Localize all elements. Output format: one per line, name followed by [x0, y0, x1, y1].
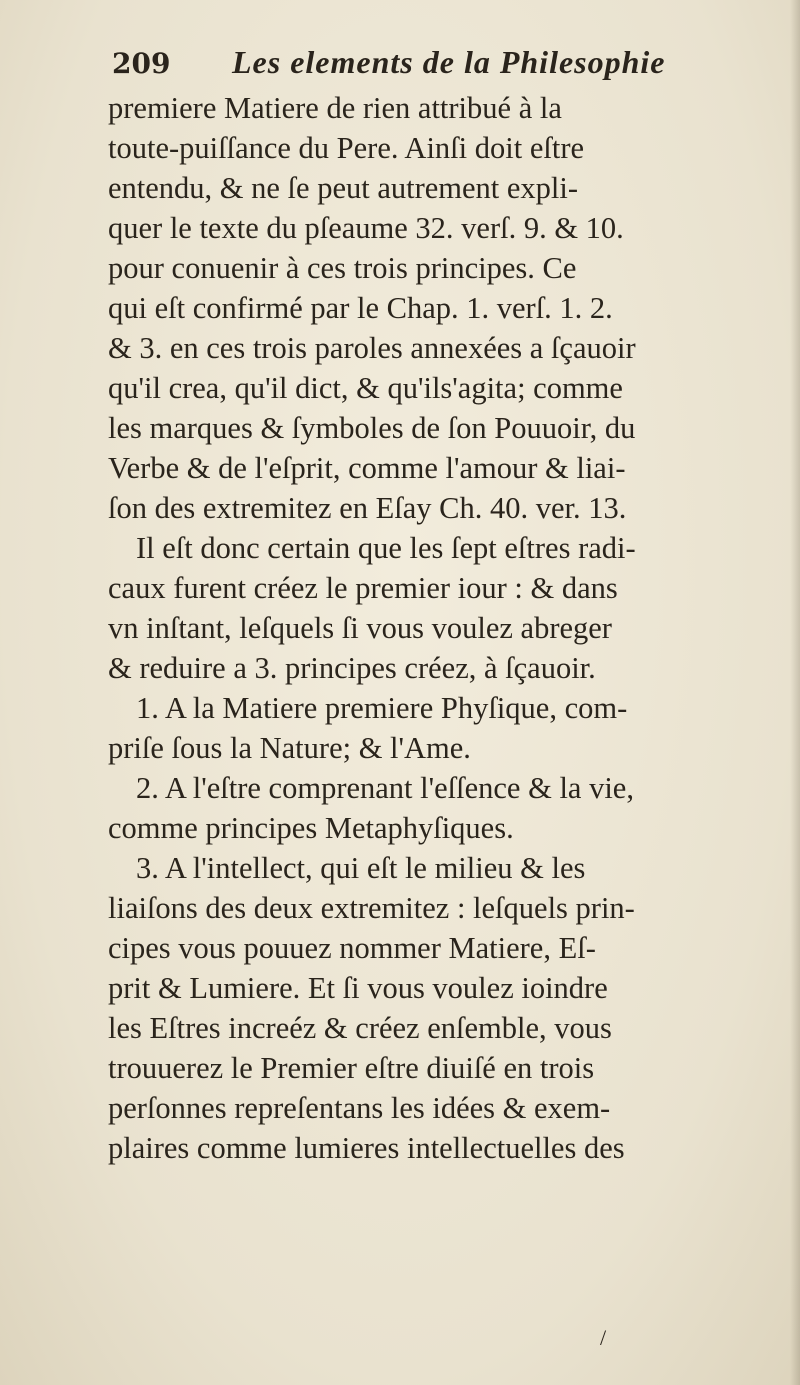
text-line: pour conuenir à ces trois principes. Ce: [108, 251, 577, 285]
body-text: [108, 88, 788, 1168]
text-line: toute-puiſſance du Pere. Ainſi doit eſtre: [108, 131, 585, 165]
page-number: 209: [112, 47, 171, 80]
text-line: quer le texte du pſeaume 32. verſ. 9. & 10.: [108, 211, 624, 245]
text-line: 3. A l'intellect, qui eſt le milieu & les: [136, 851, 586, 885]
text-line: Verbe & de l'eſprit, comme l'amour & liai-: [108, 451, 626, 485]
text-line: caux furent créez le premier iour : & dans: [108, 571, 618, 605]
text-line: plaires comme lumieres intellectuelles des: [108, 1131, 625, 1165]
text-line: perſonnes repreſentans les idées & exem-: [108, 1091, 611, 1125]
text-line: qui eſt confirmé par le Chap. 1. verſ. 1. 2.: [108, 291, 613, 325]
text-line: 2. A l'eſtre comprenant l'eſſence & la vie,: [136, 771, 634, 805]
text-line: liaiſons des deux extremitez : leſquels prin-: [108, 891, 635, 925]
catchword-mark: /: [600, 1325, 607, 1350]
text-line: vn inſtant, leſquels ſi vous voulez abreger: [108, 611, 612, 645]
page-edge-shadow: [790, 0, 800, 1385]
text-line: cipes vous pouuez nommer Matiere, Eſ-: [108, 931, 596, 965]
text-line: les Eſtres increéz & créez enſemble, vous: [108, 1011, 612, 1045]
text-line: entendu, & ne ſe peut autrement expli-: [108, 171, 579, 205]
text-line: & 3. en ces trois paroles annexées a ſçauoir: [108, 331, 636, 365]
text-line: Il eſt donc certain que les ſept eſtres radi-: [136, 531, 636, 565]
text-line: prit & Lumiere. Et ſi vous voulez ioindre: [108, 971, 608, 1005]
page-header: [112, 44, 772, 88]
text-line: trouuerez le Premier eſtre diuiſé en trois: [108, 1051, 595, 1085]
text-line: comme principes Metaphyſiques.: [108, 811, 514, 845]
running-title: Les elements de la Philesophie: [232, 44, 666, 80]
text-line: priſe ſous la Nature; & l'Ame.: [108, 731, 471, 765]
text-line: & reduire a 3. principes créez, à ſçauoir.: [108, 651, 596, 685]
text-line: ſon des extremitez en Eſay Ch. 40. ver. 13.: [108, 491, 627, 525]
text-line: 1. A la Matiere premiere Phyſique, com-: [136, 691, 628, 725]
text-line: premiere Matiere de rien attribué à la: [108, 91, 562, 125]
text-line: qu'il crea, qu'il dict, & qu'ils'agita; comme: [108, 371, 623, 405]
text-line: les marques & ſymboles de ſon Pouuoir, du: [108, 411, 636, 445]
